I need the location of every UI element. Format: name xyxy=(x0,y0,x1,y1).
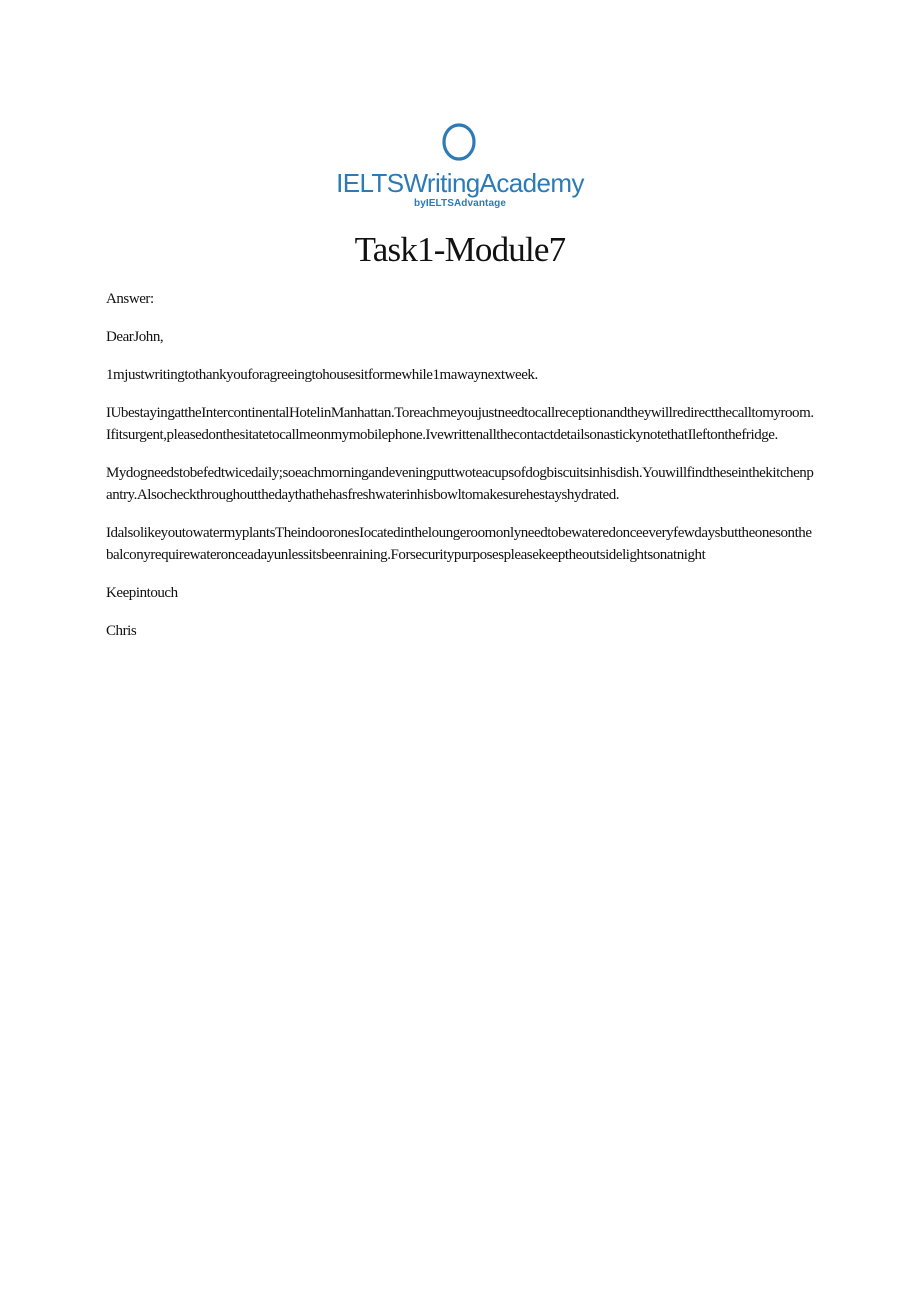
logo-wordmark: IELTSWritingAcademy xyxy=(336,168,584,198)
letter-closing: Keepintouch xyxy=(106,585,178,601)
logo xyxy=(300,118,620,218)
logo-byline: byIELTSAdvantage xyxy=(414,198,506,209)
letter-paragraph: 1mjustwritingtothankyouforagreeingtohousesitformewhile1mawaynextweek. xyxy=(106,367,538,383)
letter-paragraph: IdalsolikeyoutowatermyplantsTheindooronesIocatedintheloungeroomonlyneedtobewateredonceeveryfewdaysbuttheonesonthebalconyrequirewateronceadayunlessitsbeenraining.Forsecuritypurposespleasekeeptheoutsidelightsonatnight xyxy=(106,525,812,563)
page-title: Task1-Module7 xyxy=(354,230,566,269)
letter-greeting: DearJohn, xyxy=(106,329,164,345)
letter-body xyxy=(106,288,814,658)
circle-o-logo-icon xyxy=(441,122,477,162)
answer-label: Answer: xyxy=(106,291,154,307)
letter-signature: Chris xyxy=(106,623,137,639)
letter-paragraph: IUbestayingattheIntercontinentalHotelinManhattan.Toreachmeyoujustneedtocallreceptionandtheywillredirectthecalltomyroom.Ifitsurgent,pleasedonthesitatetocallmeonmymobilephone.IvewrittenallthecontactdetailsonastickynotethatΙleftonthefridge. xyxy=(106,405,814,443)
letter-paragraph: Mydogneedstobefedtwicedaily;soeachmorningandeveningputtwoteacupsofdogbiscuitsinhisdish.Youwillfindtheseinthekitchenpantry.Alsocheckthroughoutthedaythathehasfreshwaterinhisbowltomakesurehestayshydrated. xyxy=(106,465,814,503)
